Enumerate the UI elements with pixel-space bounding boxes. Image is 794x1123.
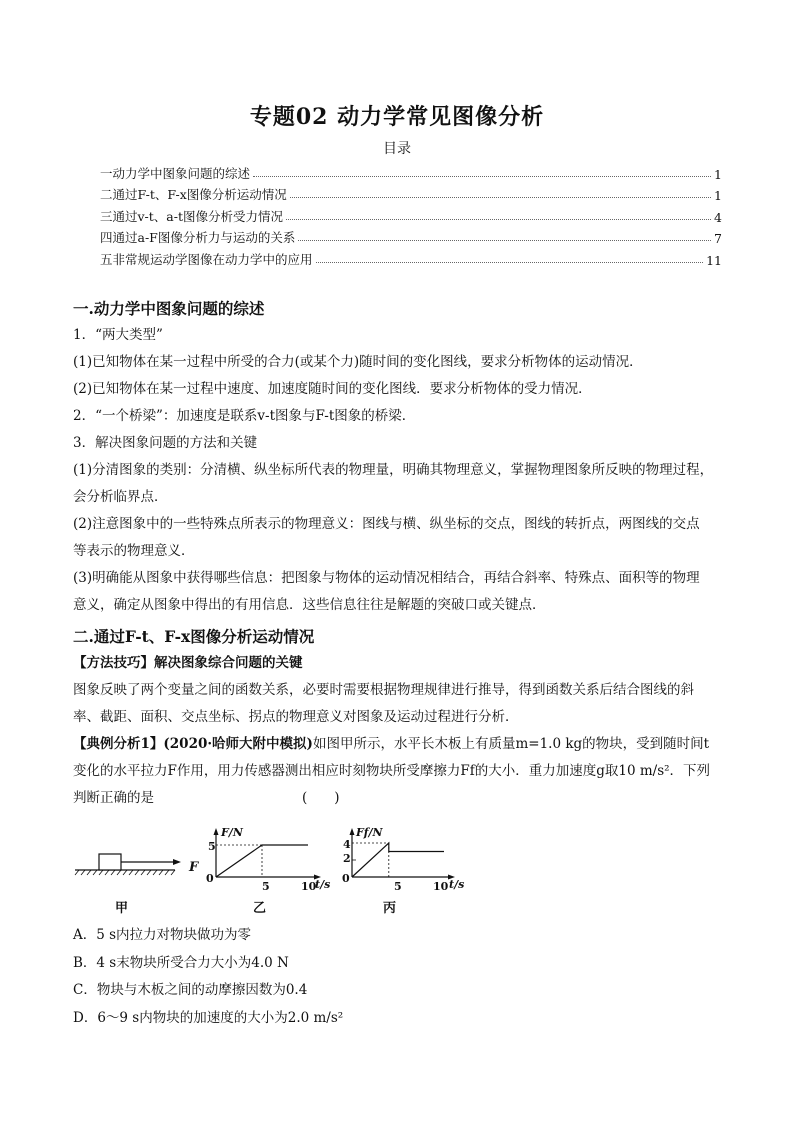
y-axis-arrow <box>350 828 355 835</box>
series-line-Ff <box>352 843 444 877</box>
y-tick-5: 5 <box>208 840 216 853</box>
chart-bing <box>342 826 464 916</box>
x-tick-10: 10 <box>301 880 317 893</box>
option-key: B． <box>73 954 97 971</box>
answer-blank: ( ) <box>302 790 340 806</box>
toc-leader-dots <box>316 262 704 263</box>
paragraph: 变化的水平拉力F作用，用力传感器测出相应时刻物块所受摩擦力Ff的大小．重力加速度g取10 m/s²．下列 <box>73 763 711 779</box>
paragraph: (1)分清图象的类别：分清横、纵坐标所代表的物理量，明确其物理意义，掌握物理图象所反映的物理过程， <box>73 462 714 478</box>
y-axis-label: Ff/N <box>356 826 383 839</box>
y-axis-label: F/N <box>221 826 243 839</box>
toc-heading: 目录 <box>383 141 411 157</box>
option-text: 物块与木板之间的动摩擦因数为0.4 <box>96 982 308 998</box>
option-b[interactable] <box>73 950 343 978</box>
option-text: 4 s末物块所受合力大小为4.0 N <box>96 954 289 971</box>
y-tick-2: 2 <box>343 852 351 865</box>
caption-bing: 丙 <box>383 901 397 916</box>
toc-leader-dots <box>286 219 711 220</box>
section-1-heading: 一.动力学中图象问题的综述 <box>73 299 265 318</box>
toc-entry-page: 4 <box>714 209 722 225</box>
body-content <box>73 295 733 812</box>
toc-entry-label: 一动力学中图象问题的综述 <box>100 165 251 181</box>
toc-leader-dots <box>290 197 711 198</box>
toc-entry[interactable] <box>100 246 722 268</box>
x-tick-10: 10 <box>433 880 449 893</box>
toc-leader-dots <box>253 176 711 177</box>
chart-yi <box>206 826 330 916</box>
y-tick-4: 4 <box>343 838 351 851</box>
toc-entry-label: 二通过F-t、F-x图像分析运动情况 <box>100 187 287 202</box>
toc-entry[interactable] <box>100 182 722 204</box>
option-c[interactable] <box>73 977 343 1005</box>
option-text: 6～9 s内物块的加速度的大小为2.0 m/s² <box>97 1009 344 1026</box>
caption-jia: 甲 <box>115 901 129 916</box>
force-label: F <box>189 860 199 875</box>
paragraph: 图象反映了两个变量之间的函数关系，必要时需要根据物理规律进行推导，得到函数关系后结合图线的斜 <box>73 682 694 698</box>
force-arrow-head <box>173 859 181 865</box>
option-key: C． <box>73 982 97 998</box>
caption-yi: 乙 <box>253 901 267 916</box>
toc-entry-label: 五非常规运动学图像在动力学中的应用 <box>100 251 313 267</box>
toc-entry-page: 1 <box>714 166 722 182</box>
paragraph: 会分析临界点． <box>73 489 168 505</box>
physics-figures <box>73 824 473 924</box>
x-axis-label: t/s <box>449 878 465 891</box>
example-last-line <box>73 785 733 812</box>
toc-entry[interactable] <box>100 225 722 247</box>
x-tick-5: 5 <box>262 880 270 893</box>
option-key: A． <box>73 927 97 943</box>
paragraph: 3．解决图象问题的方法和关键 <box>73 435 258 451</box>
toc-entry-page: 11 <box>706 252 722 268</box>
chart-bing-marks <box>352 843 444 877</box>
paragraph: 1．“两大类型” <box>73 327 163 343</box>
example-text: 判断正确的是 <box>73 790 154 806</box>
option-key: D． <box>73 1009 98 1026</box>
toc-entry[interactable] <box>100 203 722 225</box>
method-tip-heading: 【方法技巧】解决图象综合问题的关键 <box>73 655 303 671</box>
paragraph: (2)已知物体在某一过程中速度、加速度随时间的变化图线．要求分析物体的受力情况． <box>73 381 592 397</box>
origin-label: 0 <box>342 872 350 885</box>
paragraph: 等表示的物理意义． <box>73 543 195 559</box>
x-axis-label: t/s <box>315 878 331 891</box>
paragraph: 率、截距、面积、交点坐标、拐点的物理意义对图象及运动过程进行分析． <box>73 709 519 725</box>
block <box>99 854 121 870</box>
paragraph: (1)已知物体在某一过程中所受的合力(或某个力)随时间的变化图线，要求分析物体的运动情况． <box>73 354 643 370</box>
paragraph: (3)明确能从图象中获得哪些信息：把图象与物体的运动情况相结合，再结合斜率、特殊点、面积等的物理 <box>73 570 700 586</box>
toc-entry-page: 7 <box>714 231 722 246</box>
toc-entry-label: 四通过a-F图像分析力与运动的关系 <box>100 230 296 245</box>
paragraph: 意义，确定从图象中得出的有用信息．这些信息往往是解题的突破口或关键点． <box>73 597 546 613</box>
option-d[interactable] <box>73 1005 343 1033</box>
example-tag: 【典例分析1】(2020·哈师大附中模拟) <box>73 736 313 752</box>
toc-leader-dots <box>298 240 711 241</box>
figure-group <box>73 824 473 924</box>
origin-label: 0 <box>206 872 214 885</box>
toc-entry-label: 三通过v-t、a-t图像分析受力情况 <box>100 208 284 224</box>
page-title: 专题02 动力学常见图像分析 <box>249 104 545 130</box>
toc-entry[interactable] <box>100 160 722 182</box>
paragraph: 2．“一个桥梁”：加速度是联系v-t图象与F-t图象的桥梁． <box>73 408 416 424</box>
example-text: 如图甲所示，水平长木板上有质量m=1.0 kg的物块，受到随时间t <box>312 736 710 752</box>
answer-options <box>73 922 343 1032</box>
y-axis-arrow <box>214 828 219 835</box>
example-line <box>73 731 733 758</box>
ground-hatching <box>75 870 175 875</box>
option-text: 5 s内拉力对物块做功为零 <box>96 927 252 943</box>
x-tick-5: 5 <box>394 880 402 893</box>
option-a[interactable] <box>73 922 343 950</box>
section-2-heading: 二.通过F-t、F-x图像分析运动情况 <box>73 627 315 646</box>
table-of-contents <box>100 160 722 268</box>
toc-entry-page: 1 <box>714 188 722 203</box>
paragraph: (2)注意图象中的一些特殊点所表示的物理意义：图线与横、纵坐标的交点，图线的转折点，两图线的交点 <box>73 516 700 532</box>
figure-jia <box>75 854 199 916</box>
chart-yi-marks <box>216 845 308 877</box>
